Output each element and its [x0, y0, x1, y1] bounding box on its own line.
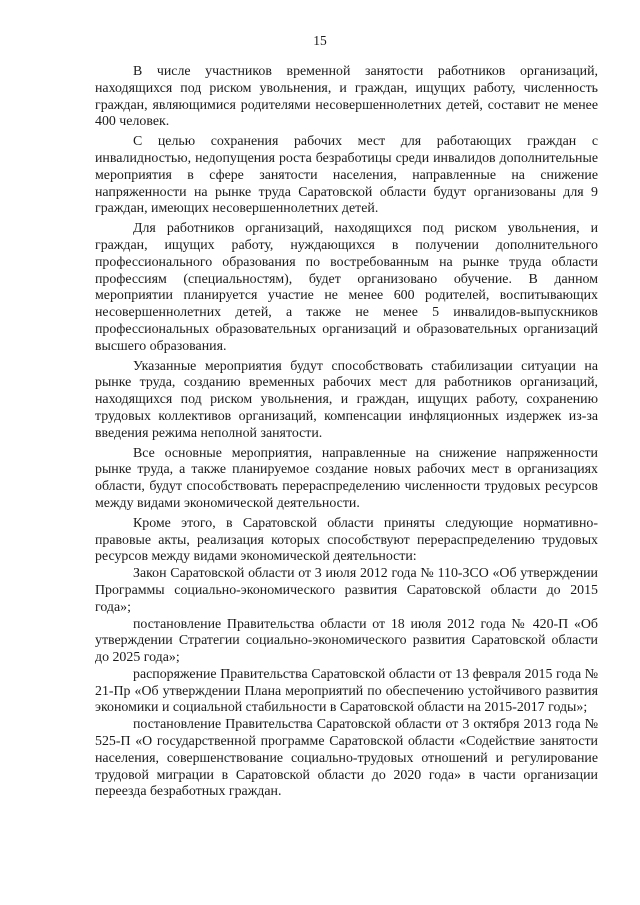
paragraph: Закон Саратовской области от 3 июля 2012 года № 110-ЗСО «Об утверждении Программы социально-экономического развития Саратовской области до 2015 года»; — [95, 566, 598, 615]
paragraph: распоряжение Правительства Саратовской области от 13 февраля 2015 года № 21-Пр «Об утверждении Плана мероприятий по обеспечению устойчивого развития экономики и социальной стабильности в Саратовской области на 2015-2017 годы»; — [95, 666, 598, 716]
paragraph: С целью сохранения рабочих мест для работающих граждан с инвалидностью, недопущения роста безработицы среди инвалидов дополнительные мероприятия в сфере занятости населения, направленные на снижение напряженности на рынке труда Саратовской области будут организованы для 9 граждан, имеющих несовершеннолетних детей. — [95, 134, 598, 217]
paragraph: Для работников организаций, находящихся под риском увольнения, и граждан, ищущих работу, нуждающихся в получении дополнительного профессионального образования по востребованным на рынке труда области профессиям (специальностям), будет организовано обучение. В данном мероприятии планируется участие не менее 600 родителей, воспитывающих несовершеннолетних детей, а также не менее 5 инвалидов-выпускников профессиональных образовательных организаций и образовательных организаций высшего образования. — [95, 221, 598, 354]
paragraph: постановление Правительства Саратовской области от 3 октября 2013 года № 525-П «О государственной программе Саратовской области «Содействие занятости населения, совершенствование социально-трудовых отношений и регулирование трудовой миграции в Саратовской области до 2020 года» в части организации переезда безработных граждан. — [95, 717, 598, 800]
paragraph: Кроме этого, в Саратовской области приняты следующие нормативно-правовые акты, реализация которых способствуют перераспределению трудовых ресурсов между видами экономической деятельности: — [95, 515, 598, 565]
paragraph: Указанные мероприятия будут способствовать стабилизации ситуации на рынке труда, созданию временных рабочих мест для работников организаций, находящихся под риском увольнения, и граждан, ищущих работу, сохранению трудовых коллективов организаций, компенсации инфляционных издержек из-за введения режима неполной занятости. — [95, 358, 598, 441]
document-body — [95, 64, 598, 801]
paragraph: постановление Правительства области от 18 июля 2012 года № 420-П «Об утверждении Стратегии социально-экономического развития Саратовской области до 2025 года»; — [95, 616, 598, 666]
paragraph: В числе участников временной занятости работников организаций, находящихся под риском увольнения, и граждан, ищущих работу, численность граждан, являющимися родителями несовершеннолетних детей, составит не менее 400 человек. — [95, 64, 598, 130]
paragraph: Все основные мероприятия, направленные на снижение напряженности рынке труда, а также планируемое создание новых рабочих мест в организациях области, будут способствовать перераспределению численности трудовых ресурсов между видами экономической деятельности. — [95, 445, 598, 511]
page-number: 15 — [313, 33, 327, 48]
